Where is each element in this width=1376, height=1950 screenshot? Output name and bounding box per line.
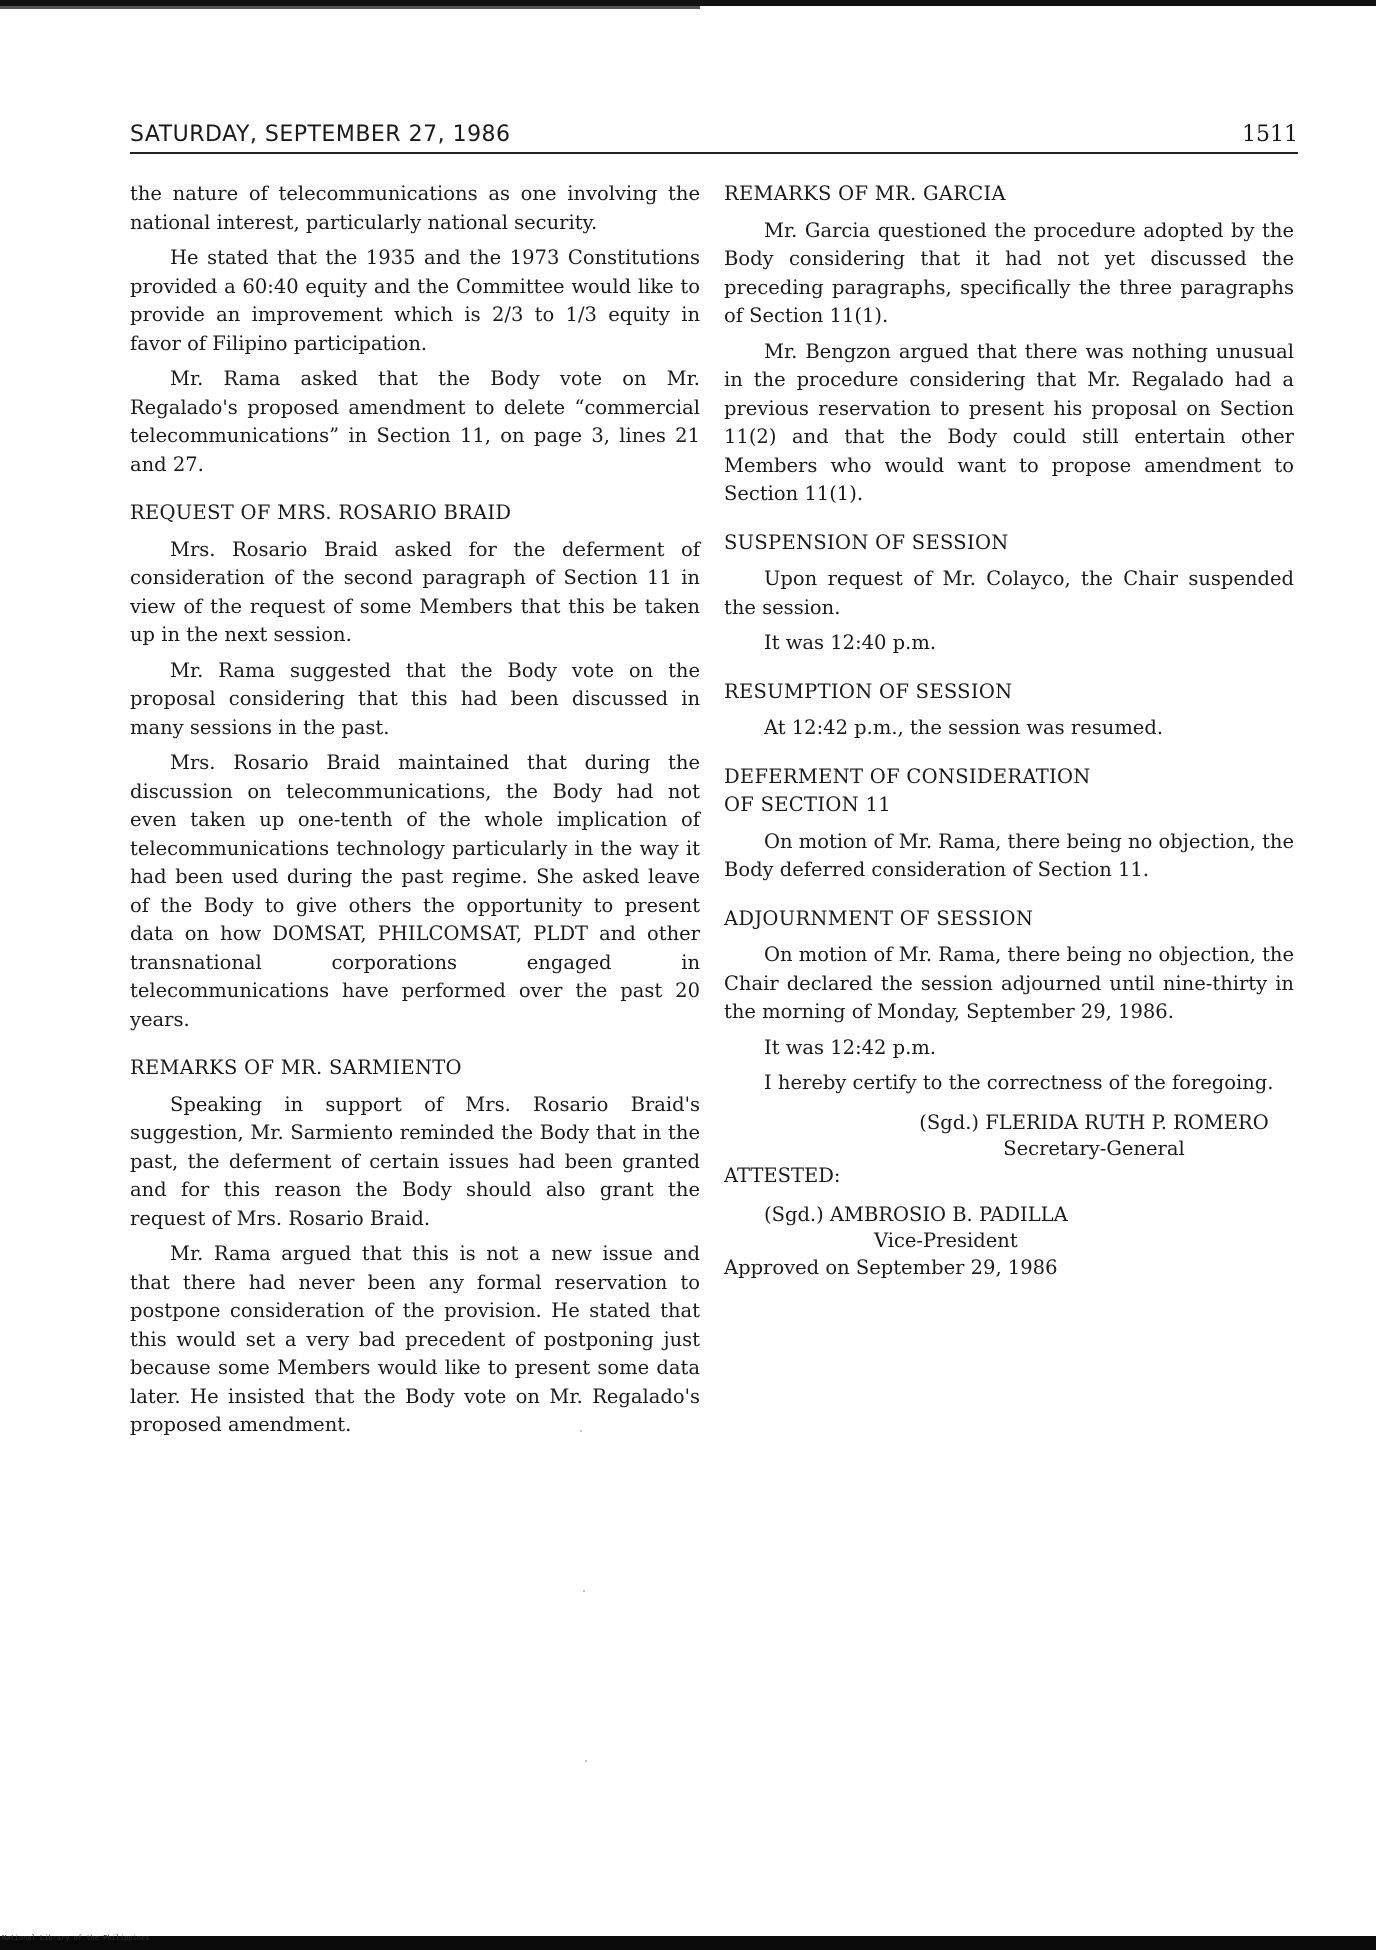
scan-footnote: National Library of the Philippines: [2, 1934, 150, 1942]
paragraph: I hereby certify to the correctness of the foregoing.: [764, 1071, 1274, 1094]
signature-block-secretary: [724, 1110, 1294, 1162]
section-heading-line: OF SECTION 11: [724, 793, 891, 816]
page-header: [130, 120, 1298, 154]
paragraph: Mrs. Rosario Braid asked for the deferment of consideration of the second paragraph of Section 11 in view of the request of some Members that this be taken up in the next session.: [130, 537, 700, 646]
header-date: SATURDAY, SEPTEMBER 27, 1986: [130, 122, 511, 147]
paragraph: Mr. Bengzon argued that there was nothing unusual in the procedure considering that Mr. Regalado had a previous reservation to present his proposal on Section 11(2) and that the Body could still entertain other Members who would want to propose amendment to Section 11(1).: [724, 339, 1294, 505]
approval-date: Approved on September 29, 1986: [724, 1256, 1058, 1279]
signatory-title: Vice-President: [874, 1229, 1018, 1252]
scan-top-edge-shadow: [0, 6, 700, 9]
scan-speck: [580, 1430, 582, 1432]
paragraph: Upon request of Mr. Colayco, the Chair suspended the session.: [724, 567, 1294, 619]
paragraph: Mrs. Rosario Braid maintained that during the discussion on telecommunications, the Body had not even taken up one-tenth of the whole implication of telecommunications technology particularly in the way it had been used during the past regime. She asked leave of the Body to give others the opportunity to present data on how DOMSAT, PHILCOMSAT, PLDT and other transnational corporations engaged in telecommunications have performed over the past 20 years.: [130, 751, 700, 1031]
paragraph: At 12:42 p.m., the session was resumed.: [764, 716, 1164, 739]
section-heading: REQUEST OF MRS. ROSARIO BRAID: [130, 501, 512, 524]
page-number: 1511: [1242, 122, 1298, 147]
section-heading: [724, 763, 1294, 820]
paragraph: He stated that the 1935 and the 1973 Constitutions provided a 60:40 equity and the Committee would like to provide an improvement which is 2/3 to 1/3 equity in favor of Filipino participation.: [130, 246, 700, 355]
section-heading: ADJOURNMENT OF SESSION: [724, 906, 1034, 930]
signatory-title: Secretary-General: [1003, 1136, 1185, 1160]
right-column: [724, 180, 1294, 1290]
paragraph: It was 12:40 p.m.: [764, 631, 937, 654]
paragraph: Mr. Rama asked that the Body vote on Mr. Regalado's proposed amendment to delete “commercial telecommunications” in Section 11, on page 3, lines 21 and 27.: [130, 367, 700, 476]
scan-bottom-edge: [0, 1936, 1376, 1950]
paragraph: Mr. Rama argued that this is not a new issue and that there had never been any formal reservation to postpone consideration of the provision. He stated that this would set a very bad precedent of postponing just because some Members would like to present some data later. He insisted that the Body vote on Mr. Regalado's proposed amendment.: [130, 1242, 700, 1436]
scan-speck: [585, 1760, 587, 1762]
paragraph: Mr. Garcia questioned the procedure adopted by the Body considering that it had not yet discussed the preceding paragraphs, specifically the three paragraphs of Section 11(1).: [724, 218, 1294, 327]
paragraph: On motion of Mr. Rama, there being no objection, the Chair declared the session adjourned until nine-thirty in the morning of Monday, September 29, 1986.: [724, 943, 1294, 1023]
paragraph: On motion of Mr. Rama, there being no objection, the Body deferred consideration of Section 11.: [724, 829, 1294, 881]
attested-label: ATTESTED:: [724, 1163, 841, 1187]
signatory-name: (Sgd.) AMBROSIO B. PADILLA: [764, 1203, 1068, 1226]
signature-block-vice-president: [724, 1202, 1294, 1254]
paragraph: It was 12:42 p.m.: [764, 1035, 937, 1059]
scan-speck: [583, 1590, 585, 1592]
left-column: [130, 180, 700, 1447]
signatory-name: (Sgd.) FLERIDA RUTH P. ROMERO: [919, 1110, 1269, 1134]
paragraph: Mr. Rama suggested that the Body vote on the proposal considering that this had been discussed in many sessions in the past.: [130, 658, 700, 739]
section-heading: REMARKS OF MR. SARMIENTO: [130, 1056, 462, 1079]
paragraph: the nature of telecommunications as one involving the national interest, particularly national security.: [130, 182, 700, 234]
section-heading: SUSPENSION OF SESSION: [724, 530, 1009, 554]
paragraph: Speaking in support of Mrs. Rosario Braid's suggestion, Mr. Sarmiento reminded the Body that in the past, the deferment of certain issues had been granted and for this reason the Body should also grant the request of Mrs. Rosario Braid.: [130, 1092, 700, 1230]
header-rule: [130, 152, 1298, 154]
section-heading-line: DEFERMENT OF CONSIDERATION: [724, 764, 1091, 788]
section-heading: RESUMPTION OF SESSION: [724, 679, 1013, 703]
section-heading: REMARKS OF MR. GARCIA: [724, 182, 1006, 205]
